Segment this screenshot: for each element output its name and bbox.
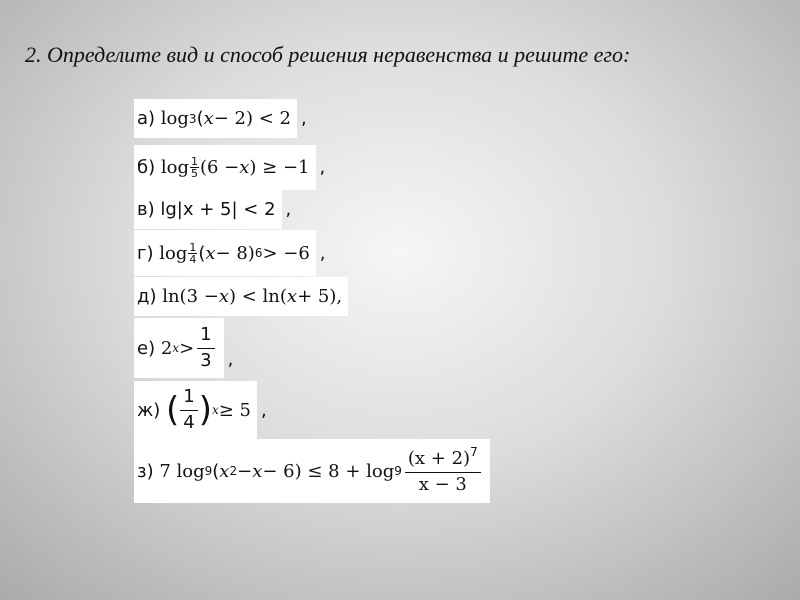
formula-box-g: г) log $\frac{1}{4}$ ( x − 8) 6 > −6 <box>134 230 316 276</box>
den-e: 3 <box>200 349 212 371</box>
base-den-g: 4 <box>189 252 197 266</box>
power-g: 6 <box>254 246 263 260</box>
rest-a: − 2) < 2 <box>213 108 292 129</box>
expr-v: lg|x + 5| < 2 <box>160 199 276 220</box>
base-num-b: 1 <box>190 155 198 168</box>
base-a: 3 <box>188 111 197 126</box>
power-e: x <box>172 341 180 355</box>
comma-zh: , <box>261 399 267 421</box>
num-z: (x + 2) <box>407 448 471 470</box>
part3-z: − 6) ≤ 8 + log <box>262 460 395 482</box>
formula-box-v <box>134 190 282 229</box>
rest-g: − 8) <box>215 242 255 264</box>
inequality-a <box>134 99 307 138</box>
base-e: 2 <box>160 337 173 359</box>
base-frac-b <box>190 156 199 179</box>
fraction-zh <box>180 387 197 433</box>
base2-z: 9 <box>394 464 402 478</box>
inequality-v <box>134 190 291 229</box>
formula-box-a: а) log 3 ( x − 2) < 2 <box>134 99 297 138</box>
left-paren-zh: ( <box>165 390 180 430</box>
base-frac-g <box>188 242 197 265</box>
item-label-d: д) <box>137 286 157 307</box>
formula-box-d <box>134 277 348 316</box>
comma-g: , <box>319 242 326 264</box>
comma-b: , <box>319 157 326 178</box>
formula-box-e <box>134 318 224 378</box>
inequality-b <box>134 145 325 190</box>
var1-z: x <box>219 460 230 482</box>
inequality-z <box>134 439 494 503</box>
op-e: > <box>179 337 195 359</box>
formula-box-zh <box>134 381 257 439</box>
part3-d: + 5), <box>297 286 343 307</box>
inequality-d <box>134 277 352 316</box>
tail-g: > −6 <box>262 242 310 264</box>
var2-z: x <box>252 460 263 482</box>
log-a: log <box>160 108 189 129</box>
inequality-g <box>134 230 326 276</box>
den-zh: 4 <box>183 411 195 433</box>
num-z-wrap <box>405 446 481 473</box>
item-label-v: в) <box>137 199 155 220</box>
fraction-e <box>197 325 214 371</box>
comma-a: , <box>301 108 307 129</box>
formula-box-b <box>134 145 316 190</box>
var-b: x <box>239 157 250 178</box>
var-g: x <box>205 242 216 264</box>
inequality-zh <box>134 381 267 439</box>
base-num-g: 1 <box>189 240 197 254</box>
power-zh: x <box>211 403 219 417</box>
base-den-b: 5 <box>190 167 198 180</box>
item-label-b: б) <box>137 157 156 178</box>
item-label-z: з) <box>137 460 154 482</box>
formula-box-z: з) 7 log 9 ( x 2 − x − 6) ≤ 8 + log 9 $\frac{(x + 2)^7}{x - 3}$ <box>134 439 490 503</box>
tail-zh: ≥ 5 <box>218 399 252 421</box>
num-zh: 1 <box>180 387 197 411</box>
den-z: x − 3 <box>418 474 467 495</box>
part2-z: − <box>237 460 253 482</box>
log-g: log <box>159 242 188 264</box>
square-z: 2 <box>229 464 238 478</box>
rest-b: (6 − <box>199 157 240 178</box>
var-a: x <box>203 108 214 129</box>
item-label-zh: ж) <box>137 399 161 421</box>
base1-z: 9 <box>204 464 213 478</box>
right-paren-zh: ) <box>198 390 212 430</box>
part1-d: ln(3 − <box>162 286 219 307</box>
task-title: 2. Определите вид и способ решения неравенства и решите его: <box>25 42 631 67</box>
item-label-g: г) <box>137 242 154 264</box>
log-b: log <box>160 157 189 178</box>
fraction-z <box>405 446 481 495</box>
item-label-a: а) <box>137 108 156 129</box>
inequality-e <box>134 318 233 378</box>
var1-d: x <box>218 286 229 307</box>
num-power-z: 7 <box>470 445 478 460</box>
item-label-e: е) <box>137 337 156 359</box>
tail-b: ) ≥ −1 <box>249 157 310 178</box>
part1-z: 7 log <box>159 460 205 482</box>
part2-d: ) < ln( <box>229 286 287 307</box>
comma-e: , <box>227 349 234 370</box>
comma-v: , <box>285 199 292 220</box>
var2-d: x <box>286 286 298 307</box>
num-e: 1 <box>197 325 214 349</box>
